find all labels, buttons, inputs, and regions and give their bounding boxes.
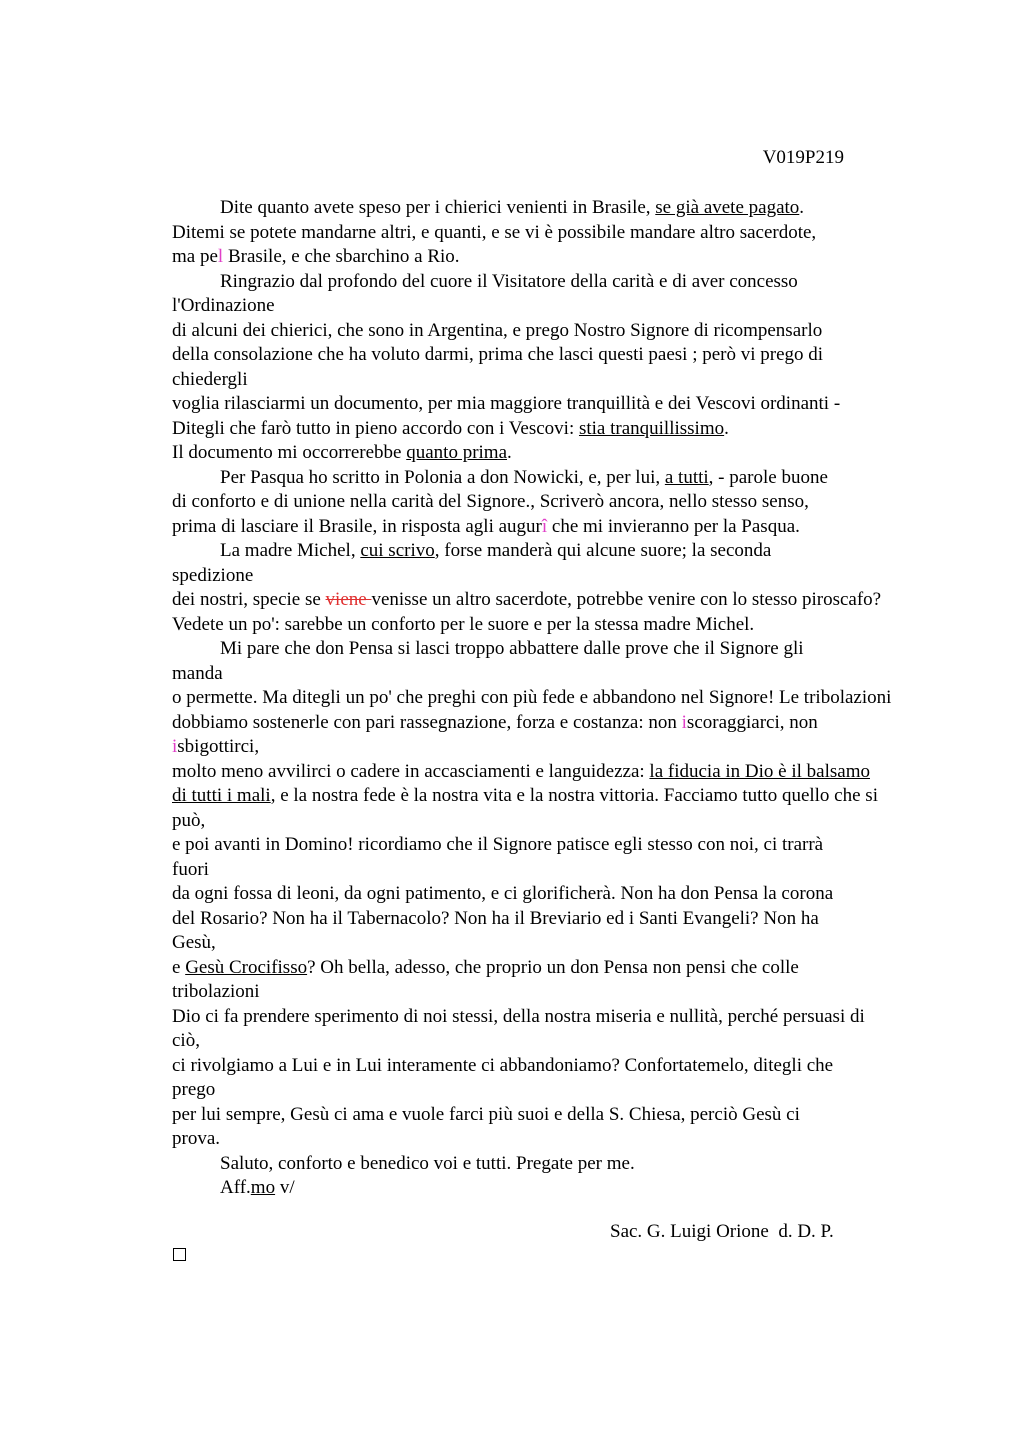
- underlined-phrase: mo: [250, 1177, 276, 1198]
- text-run: della consolazione che ha voluto darmi, prima che lasci questi paesi ; però vi prego di: [172, 344, 824, 365]
- text-run: dei nostri, specie se: [172, 589, 326, 610]
- text-line: [172, 564, 962, 589]
- letter-body: [172, 196, 962, 1201]
- text-run: fuori: [172, 858, 209, 880]
- underlined-phrase: cui scrivo: [360, 540, 435, 561]
- text-run: v/: [275, 1177, 295, 1198]
- text-run: Ditegli che farò tutto in pieno accordo con i Vescovi:: [172, 417, 579, 439]
- text-run: manda: [172, 662, 223, 684]
- text-run: sbigottirci,: [177, 736, 260, 757]
- text-run: Il documento mi occorrerebbe: [172, 442, 407, 463]
- underlined-phrase: di tutti i mali: [172, 785, 271, 806]
- text-run: di alcuni dei chierici, che sono in Argentina, e prego Nostro Signore di ricompensarlo: [172, 319, 823, 341]
- underlined-phrase: Gesù Crocifisso: [185, 956, 308, 978]
- text-run: Ringrazio dal profondo del cuore il Visitatore della carità e di aver concesso: [220, 270, 798, 292]
- text-run: Brasile, e che sbarchino a Rio.: [223, 246, 460, 267]
- text-run: ci rivolgiamo a Lui e in Lui interamente ci abbandoniamo? Confortatemelo, ditegli che: [172, 1054, 834, 1076]
- text-line: [172, 809, 962, 834]
- text-run: per lui sempre, Gesù ci ama e vuole farci più suoi e della S. Chiesa, perciò Gesù ci: [172, 1103, 800, 1125]
- text-run: Dite quanto avete speso per i chierici venienti in Brasile,: [220, 197, 656, 218]
- text-line: [172, 1127, 962, 1152]
- text-run: , e la nostra fede è la nostra vita e la nostra vittoria. Facciamo tutto quello che si: [270, 785, 878, 806]
- underlined-phrase: a tutti: [664, 466, 709, 488]
- text-line: [172, 907, 962, 932]
- text-run: o permette. Ma ditegli un po' che preghi con più fede e abbandono nel Signore! Le tribolazioni: [172, 687, 892, 708]
- text-run: .: [799, 197, 805, 218]
- text-run: prova.: [172, 1128, 221, 1149]
- text-line: [172, 711, 962, 736]
- signature: Sac. G. Luigi Orione d. D. P.: [610, 1221, 834, 1242]
- text-run: che mi invieranno per la Pasqua.: [547, 515, 800, 537]
- text-line: [172, 1103, 962, 1128]
- deleted-word: viene: [325, 589, 372, 610]
- text-run: e poi avanti in Domino! ricordiamo che il Signore patisce egli stesso con noi, ci trarrà: [172, 834, 824, 855]
- text-run: ciò,: [172, 1030, 200, 1051]
- inserted-letter: l: [217, 246, 224, 267]
- text-run: prima di lasciare il Brasile, in risposta agli augur: [172, 515, 542, 537]
- text-run: prego: [172, 1079, 216, 1100]
- text-run: l'Ordinazione: [172, 295, 275, 316]
- text-run: molto meno avvilirci o cadere in accasciamenti e languidezza:: [172, 760, 650, 782]
- text-run: , forse manderà qui alcune suore; la seconda: [434, 540, 772, 561]
- text-line: [172, 784, 962, 809]
- text-run: .: [507, 442, 512, 463]
- text-run: La madre Michel,: [220, 540, 361, 561]
- text-run: da ogni fossa di leoni, da ogni patimento, e ci glorificherà. Non ha don Pensa la corona: [172, 883, 834, 904]
- underlined-phrase: stia tranquillissimo: [578, 417, 725, 439]
- document-id: V019P219: [762, 147, 844, 168]
- underlined-phrase: se già avete pagato: [655, 197, 800, 218]
- text-line: [172, 613, 962, 638]
- text-line: [172, 221, 962, 246]
- text-line: [172, 662, 962, 687]
- text-line: [172, 466, 962, 491]
- text-run: voglia rilasciarmi un documento, per mia maggiore tranquillità e dei Vescovi ordinanti -: [172, 393, 841, 414]
- text-run: Dio ci fa prendere sperimento di noi stessi, della nostra miseria e nullità, perché persuasi di: [172, 1005, 865, 1027]
- text-line: [172, 760, 962, 785]
- text-run: Per Pasqua ho scritto in Polonia a don Nowicki, e, per lui,: [220, 466, 665, 488]
- text-line: [172, 490, 962, 515]
- text-line: [172, 245, 962, 270]
- text-line: [172, 270, 962, 295]
- text-line: [172, 833, 962, 858]
- text-line: [172, 735, 962, 760]
- text-run: Vedete un po': sarebbe un conforto per le suore e per la stessa madre Michel.: [172, 613, 755, 635]
- text-run: ? Oh bella, adesso, che proprio un don Pensa non pensi che colle: [307, 956, 799, 978]
- text-run: ma pe: [172, 246, 218, 267]
- text-line: [172, 1029, 962, 1054]
- text-line: [172, 539, 962, 564]
- text-run: Mi pare che don Pensa si lasci troppo abbattere dalle prove che il Signore gli: [220, 638, 804, 659]
- text-run: Aff.: [220, 1177, 251, 1198]
- text-line: [172, 956, 962, 981]
- text-run: Saluto, conforto e benedico voi e tutti. Pregate per me.: [220, 1152, 635, 1174]
- text-line: [172, 1054, 962, 1079]
- text-line: [172, 343, 962, 368]
- text-line: [172, 368, 962, 393]
- inserted-letter: i: [172, 736, 178, 757]
- text-run: Gesù,: [172, 932, 216, 953]
- text-line: [172, 1152, 962, 1177]
- inserted-letter: î: [541, 515, 548, 537]
- text-line: [172, 637, 962, 662]
- text-line: [172, 196, 962, 221]
- underlined-phrase: la fiducia in Dio è il balsamo: [649, 760, 870, 782]
- text-run: , - parole buone: [708, 466, 828, 488]
- text-line: [172, 294, 962, 319]
- text-line: [172, 980, 962, 1005]
- text-line: [172, 588, 962, 613]
- text-line: [172, 882, 962, 907]
- text-run: tribolazioni: [172, 981, 260, 1002]
- text-line: [172, 319, 962, 344]
- text-line: [172, 1176, 962, 1201]
- text-run: spedizione: [172, 564, 254, 586]
- text-run: venisse un altro sacerdote, potrebbe venire con lo stesso piroscafo?: [371, 589, 882, 610]
- text-run: dobbiamo sostenerle con pari rassegnazione, forza e costanza: non: [172, 711, 682, 733]
- text-line: [172, 392, 962, 417]
- text-run: Ditemi se potete mandarne altri, e quanti, e se vi è possibile mandare altro sacerdote,: [172, 221, 817, 243]
- inserted-letter: i: [681, 711, 687, 733]
- text-run: di conforto e di unione nella carità del Signore., Scriverò ancora, nello stesso senso,: [172, 491, 809, 512]
- text-line: [172, 858, 962, 883]
- text-run: del Rosario? Non ha il Tabernacolo? Non ha il Breviario ed i Santi Evangeli? Non ha: [172, 907, 819, 929]
- text-line: [172, 441, 962, 466]
- text-line: [172, 1078, 962, 1103]
- text-line: [172, 1005, 962, 1030]
- underlined-phrase: quanto prima: [406, 442, 508, 463]
- text-run: scoraggiarci, non: [686, 711, 818, 733]
- text-run: e: [172, 956, 186, 978]
- text-run: può,: [172, 809, 206, 831]
- text-run: .: [724, 417, 729, 439]
- text-line: [172, 686, 962, 711]
- empty-checkbox-icon: [173, 1248, 186, 1261]
- text-run: chiedergli: [172, 368, 248, 390]
- text-line: [172, 417, 962, 442]
- text-line: [172, 515, 962, 540]
- text-line: [172, 931, 962, 956]
